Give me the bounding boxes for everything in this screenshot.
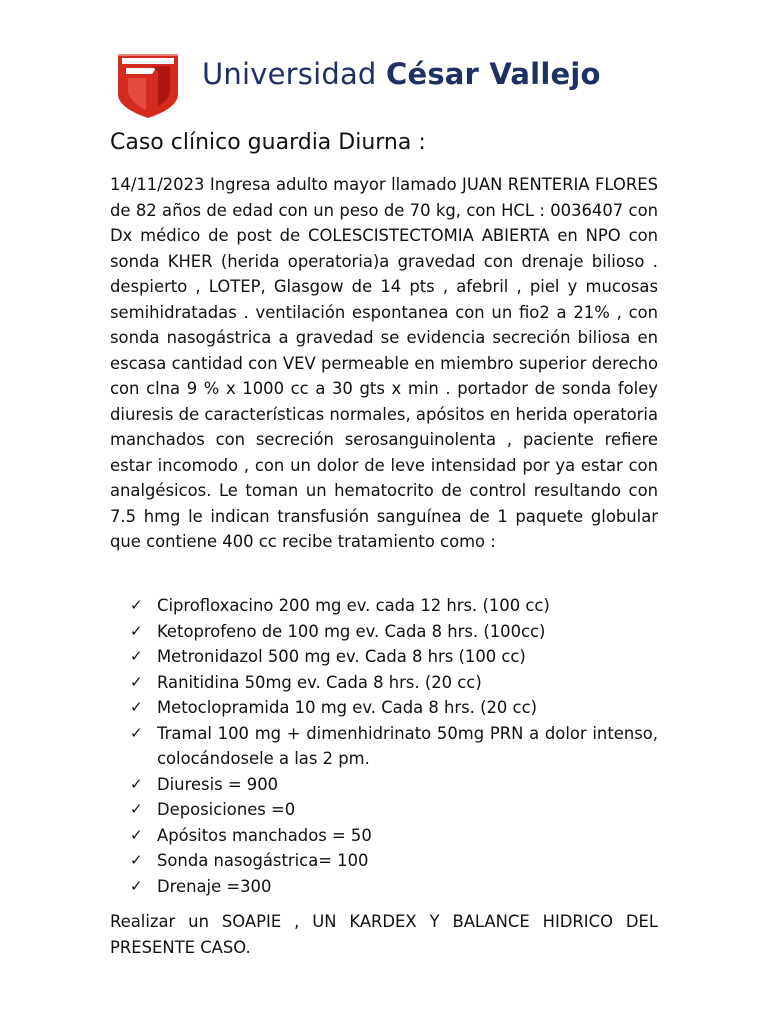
checkmark-icon: ✓	[130, 672, 143, 691]
checkmark-icon: ✓	[130, 825, 143, 844]
checkmark-icon: ✓	[130, 698, 143, 716]
checklist-item-text: Drenaje =300	[157, 876, 272, 896]
checklist-item-text: Tramal 100 mg + dimenhidrinato 50mg PRN a dolor intenso, colocándosele a las 2 pm.	[157, 723, 658, 768]
checklist-item-text: Ranitidina 50mg ev. Cada 8 hrs. (20 cc)	[157, 672, 482, 692]
checklist-item	[130, 593, 658, 619]
checkmark-icon: ✓	[130, 596, 143, 614]
checklist-item	[130, 823, 658, 849]
checklist-item-text: Deposiciones =0	[157, 800, 296, 819]
checklist-item	[130, 772, 658, 798]
checklist-item	[130, 670, 658, 696]
checklist-item-text: Ciprofloxacino 200 mg ev. cada 12 hrs. (100 cc)	[157, 596, 550, 615]
checkmark-icon: ✓	[130, 800, 143, 818]
university-header	[116, 50, 656, 120]
checklist-item-text: Metronidazol 500 mg ev. Cada 8 hrs (100 cc)	[157, 647, 526, 666]
ucv-shield-icon	[116, 50, 180, 120]
checklist-item	[130, 874, 658, 900]
checklist-item-text: Sonda nasogástrica= 100	[157, 851, 369, 870]
checkmark-icon: ✓	[130, 723, 143, 742]
checklist-item	[130, 695, 658, 721]
checkmark-icon: ✓	[130, 621, 143, 640]
checklist-item-text: Apósitos manchados = 50	[157, 825, 372, 845]
assignment-instruction: Realizar un SOAPIE , UN KARDEX Y BALANCE HIDRICO DEL PRESENTE CASO.	[110, 912, 658, 957]
university-name-bold: César Vallejo	[385, 57, 601, 91]
checklist-item	[130, 721, 658, 772]
case-description-paragraph: 14/11/2023 Ingresa adulto mayor llamado JUAN RENTERIA FLORES de 82 años de edad con un peso de 70 kg, con HCL : 0036407 con Dx médico de post de COLESCISTECTOMIA ABIERTA en NPO con sonda KHER (herida operatoria)a gravedad con drenaje bilioso . despierto , LOTEP, Glasgow de 14 pts , afebril , piel y mucosas semihidratadas . ventilación espontanea con un fio2 a 21% , con sonda nasogástrica a gravedad se evidencia secreción biliosa en escasa cantidad con VEV permeable en miembro superior derecho con clna 9 % x 1000 cc a 30 gts x min . portador de sonda foley diuresis de características normales, apósitos en herida operatoria manchados con secreción serosanguinolenta , paciente refiere estar incomodo , con un dolor de leve intensidad por ya estar con analgésicos. Le toman un hematocrito de control resultando con 7.5 hmg le indican transfusión sanguínea de 1 paquete globular que contiene 400 cc recibe tratamiento como :	[110, 175, 658, 551]
checkmark-icon: ✓	[130, 647, 143, 665]
checklist-item-text: Diuresis = 900	[157, 774, 279, 794]
checkmark-icon: ✓	[130, 876, 143, 895]
checklist-item	[130, 619, 658, 645]
checkmark-icon: ✓	[130, 851, 143, 869]
university-name	[202, 57, 601, 91]
document-title: Caso clínico guardia Diurna :	[110, 130, 426, 155]
checklist-item	[130, 797, 658, 823]
checklist-item-text: Metoclopramida 10 mg ev. Cada 8 hrs. (20 cc)	[157, 698, 537, 717]
treatment-checklist	[130, 593, 658, 899]
checkmark-icon: ✓	[130, 774, 143, 793]
university-name-regular: Universidad	[202, 57, 386, 91]
checklist-item-text: Ketoprofeno de 100 mg ev. Cada 8 hrs. (100cc)	[157, 621, 546, 641]
checklist-item	[130, 644, 658, 670]
checklist-item	[130, 848, 658, 874]
